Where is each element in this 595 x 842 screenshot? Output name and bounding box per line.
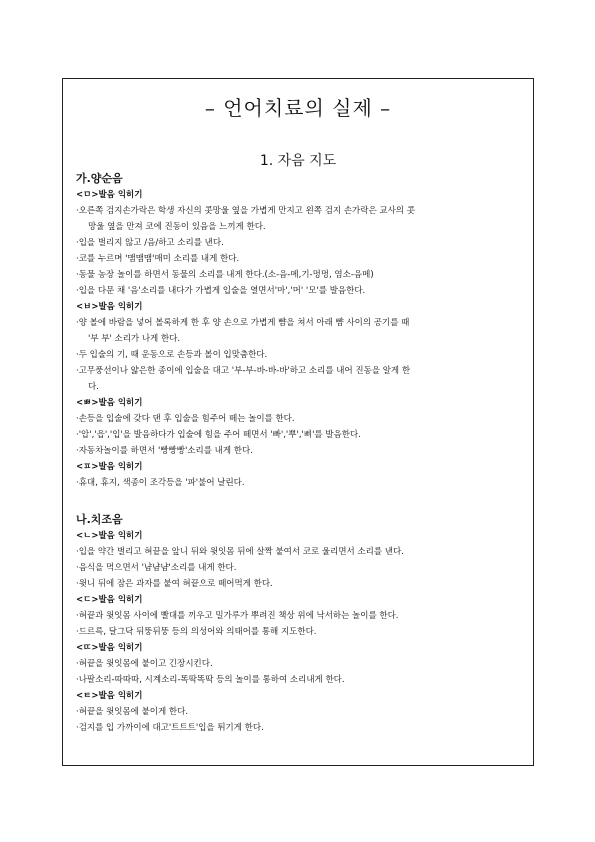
list-item: ·입을 약간 벌리고 혀끝을 앞니 뒤와 윗잇몸 뒤에 살짝 붙여서 코로 울리면서 소리를 낸다. [76,547,404,557]
list-item: 망울 옆을 만져 코에 진동이 있음을 느끼게 한다. [88,222,266,232]
page-title: – 언어치료의 실제 – [204,96,392,120]
list-item: ·음식을 먹으면서 '냠냠냠'소리를 내게 한다. [76,563,237,573]
list-item: ·코를 누르며 '맴맴맴'매미 소리를 내게 한다. [76,254,240,264]
list-item: '부 부' 소리가 나게 한다. [88,334,181,344]
list-item: ·양 볼에 바람을 넣어 볼록하게 한 후 양 손으로 가볍게 뺨을 쳐서 아래 뺨 사이의 공기를 때 [76,318,410,328]
list-item: ·동물 농장 놀이를 하면서 동물의 소리를 내게 한다.(소-음-메,기-멍멍, 염소-음메) [76,270,374,280]
sound-heading: <ㅌ>발음 익히기 [76,691,143,701]
list-item: ·드르륵, 달그닥 뒤뚱뒤뚱 등의 의성어와 의태어를 통해 지도한다. [76,627,317,637]
section-heading: 가.양순음 [76,172,123,185]
list-item: ·혀끝과 윗잇몸 사이에 빨대를 끼우고 밀가루가 뿌려진 책상 위에 낙서하는 놀이를 한다. [76,611,399,621]
sound-heading: <ㄷ>발음 익히기 [76,595,143,605]
list-item: ·입을 벌리지 않고 /음/하고 소리를 낸다. [76,238,224,248]
section-heading: 나.치조음 [76,513,123,526]
list-item: ·검지를 입 가까이에 대고'트트트'입을 튀기게 한다. [76,723,264,733]
list-item: ·입을 다문 채 '음'소리를 내다가 가볍게 입술을 열면서'마','머' '모'를 발음한다. [76,286,366,296]
list-item: ·'압','읍','입'을 발음하다가 입술에 힘을 주어 떼면서 '빠','뿌','삐'를 발음한다. [76,430,361,440]
list-item: ·오른쪽 검지손가락은 학생 자신의 콧망울 옆을 가볍게 만지고 왼쪽 검지 손가락은 교사의 콧 [76,206,415,216]
list-item: ·혀끝을 윗잇몸에 붙이게 한다. [76,707,189,717]
list-item: ·자동차놀이를 하면서 '빵빵빵'소리를 내게 한다. [76,446,253,456]
sound-heading: <ㅂ>발음 익히기 [76,302,143,312]
document-body [76,171,524,736]
sound-heading: <ㅁ>발음 익히기 [76,190,143,200]
sound-heading: <ㄴ>발음 익히기 [76,531,143,541]
sound-heading: <ㄸ>발음 익히기 [76,643,143,653]
list-item: ·휴대, 휴지, 색종이 조각등을 '파'불어 날린다. [76,478,245,488]
list-item: ·고무풍선이나 얇은한 종이에 입술을 대고 '부-부-바-바-바'하고 소리를 내어 진동을 알게 한 [76,366,411,376]
sound-heading: <ㅃ>발음 익히기 [76,398,143,408]
section-spacer [76,491,524,512]
list-item: ·나팔소리-따따따, 시계소리-똑딱똑딱 등의 놀이를 통하여 소리내게 한다. [76,675,345,685]
list-item: 다. [88,382,99,392]
list-item: ·혀끝을 윗잇몸에 붙이고 긴장시킨다. [76,659,213,669]
list-item: ·손등을 입술에 갖다 댄 후 입술을 힘주어 떼는 놀이를 한다. [76,414,295,424]
list-item: ·윗니 뒤에 잠은 과자를 붙여 혀끝으로 떼어먹게 한다. [76,579,273,589]
sound-heading: <ㅍ>발음 익히기 [76,462,143,472]
chapter-subtitle: 1. 자음 지도 [259,153,337,169]
list-item: ·두 입술의 기, 때 운동으로 손등과 볼이 입맞춤한다. [76,350,268,360]
